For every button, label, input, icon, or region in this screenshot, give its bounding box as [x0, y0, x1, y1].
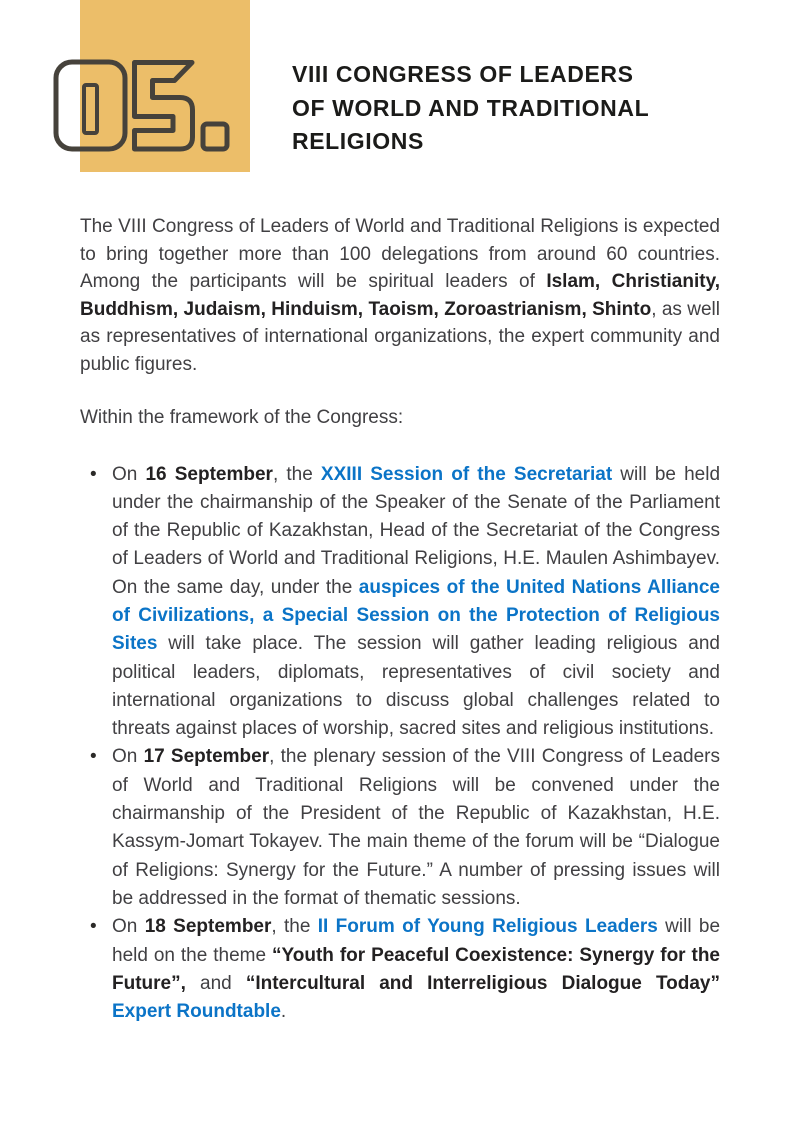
- inline-link[interactable]: XXIII Session of the Secretariat: [320, 463, 613, 485]
- agenda-list: [80, 461, 720, 1027]
- text-run: will be held on the theme: [112, 916, 721, 966]
- inline-link[interactable]: auspices of the United Nations Alliance of Civilizations, a Special Session on the Protection of Religious Sites: [112, 576, 720, 655]
- bold-text-run: “Youth for Peaceful Coexistence: Synergy for the Future”,: [112, 944, 720, 994]
- digit-0-outline: [56, 62, 125, 149]
- bold-text-run: 16 September: [145, 463, 273, 485]
- page-title-line-2: OF WORLD AND TRADITIONAL: [292, 94, 650, 121]
- page-title-line-3: RELIGIONS: [292, 128, 424, 154]
- digit-0-counter: [84, 85, 97, 133]
- text-run: On: [112, 463, 146, 485]
- text-run: , the: [271, 916, 318, 938]
- text-run: , the plenary session of the VIII Congress of Leaders of World and Traditional Religions will be convened under the chairmanship of the President of the Republic of Kazakhstan, H.E. Kassym-Jomart Tokayev. The main theme of the forum will be “Dialogue of Religions: Synergy for the Future.” A number of pressing issues will be addressed in the format of thematic sessions.: [112, 746, 720, 909]
- section-header: [0, 0, 800, 172]
- body-content: [80, 213, 720, 1026]
- digit-5-outline: [135, 63, 193, 150]
- framework-heading: Within the framework of the Congress:: [80, 407, 404, 428]
- text-run: The VIII Congress of Leaders of World and Traditional Religions is expected to bring together more than 100 delegations from around 60 countries. Among the participants will be spiritual leaders of: [80, 216, 720, 292]
- agenda-item-18-september: [80, 913, 720, 1026]
- text-run: will be held under the chairmanship of the Speaker of the Senate of the Parliament of the Republic of Kazakhstan, Head of the Secretariat of the Congress of Leaders of World and Traditional Religions, H.E. Maulen Ashimbayev. On the same day, under the: [112, 463, 721, 598]
- bold-text-run: 18 September: [144, 916, 272, 938]
- period-outline: [203, 124, 227, 149]
- text-run: On: [112, 916, 145, 938]
- text-run: .: [280, 1001, 287, 1023]
- inline-link[interactable]: II Forum of Young Religious Leaders: [317, 916, 658, 938]
- agenda-item-16-september: [80, 461, 720, 744]
- inline-link[interactable]: Expert Roundtable: [112, 1001, 281, 1023]
- text-run: , the: [272, 463, 321, 485]
- agenda-item-17-september: [80, 743, 720, 913]
- bold-text-run: Islam, Christianity, Buddhism, Judaism, Hinduism, Taoism, Zoroastrianism, Shinto: [80, 271, 721, 320]
- text-run: and: [185, 972, 246, 994]
- text-run: , as well as representatives of international organizations, the expert community and public figures.: [80, 298, 721, 375]
- page-title: [292, 58, 752, 159]
- page-title-line-1: VIII CONGRESS OF LEADERS: [292, 61, 634, 87]
- bold-text-run: 17 September: [143, 746, 270, 768]
- intro-paragraph: [80, 213, 720, 378]
- text-run: will take place. The session will gather leading religious and political leaders, diplomats, representatives of civil society and international organizations to discuss global challenges related to threats against places of worship, sacred sites and religious institutions.: [112, 633, 720, 740]
- text-run: On: [112, 746, 144, 768]
- bold-text-run: “Intercultural and Interreligious Dialogue Today”: [245, 972, 720, 994]
